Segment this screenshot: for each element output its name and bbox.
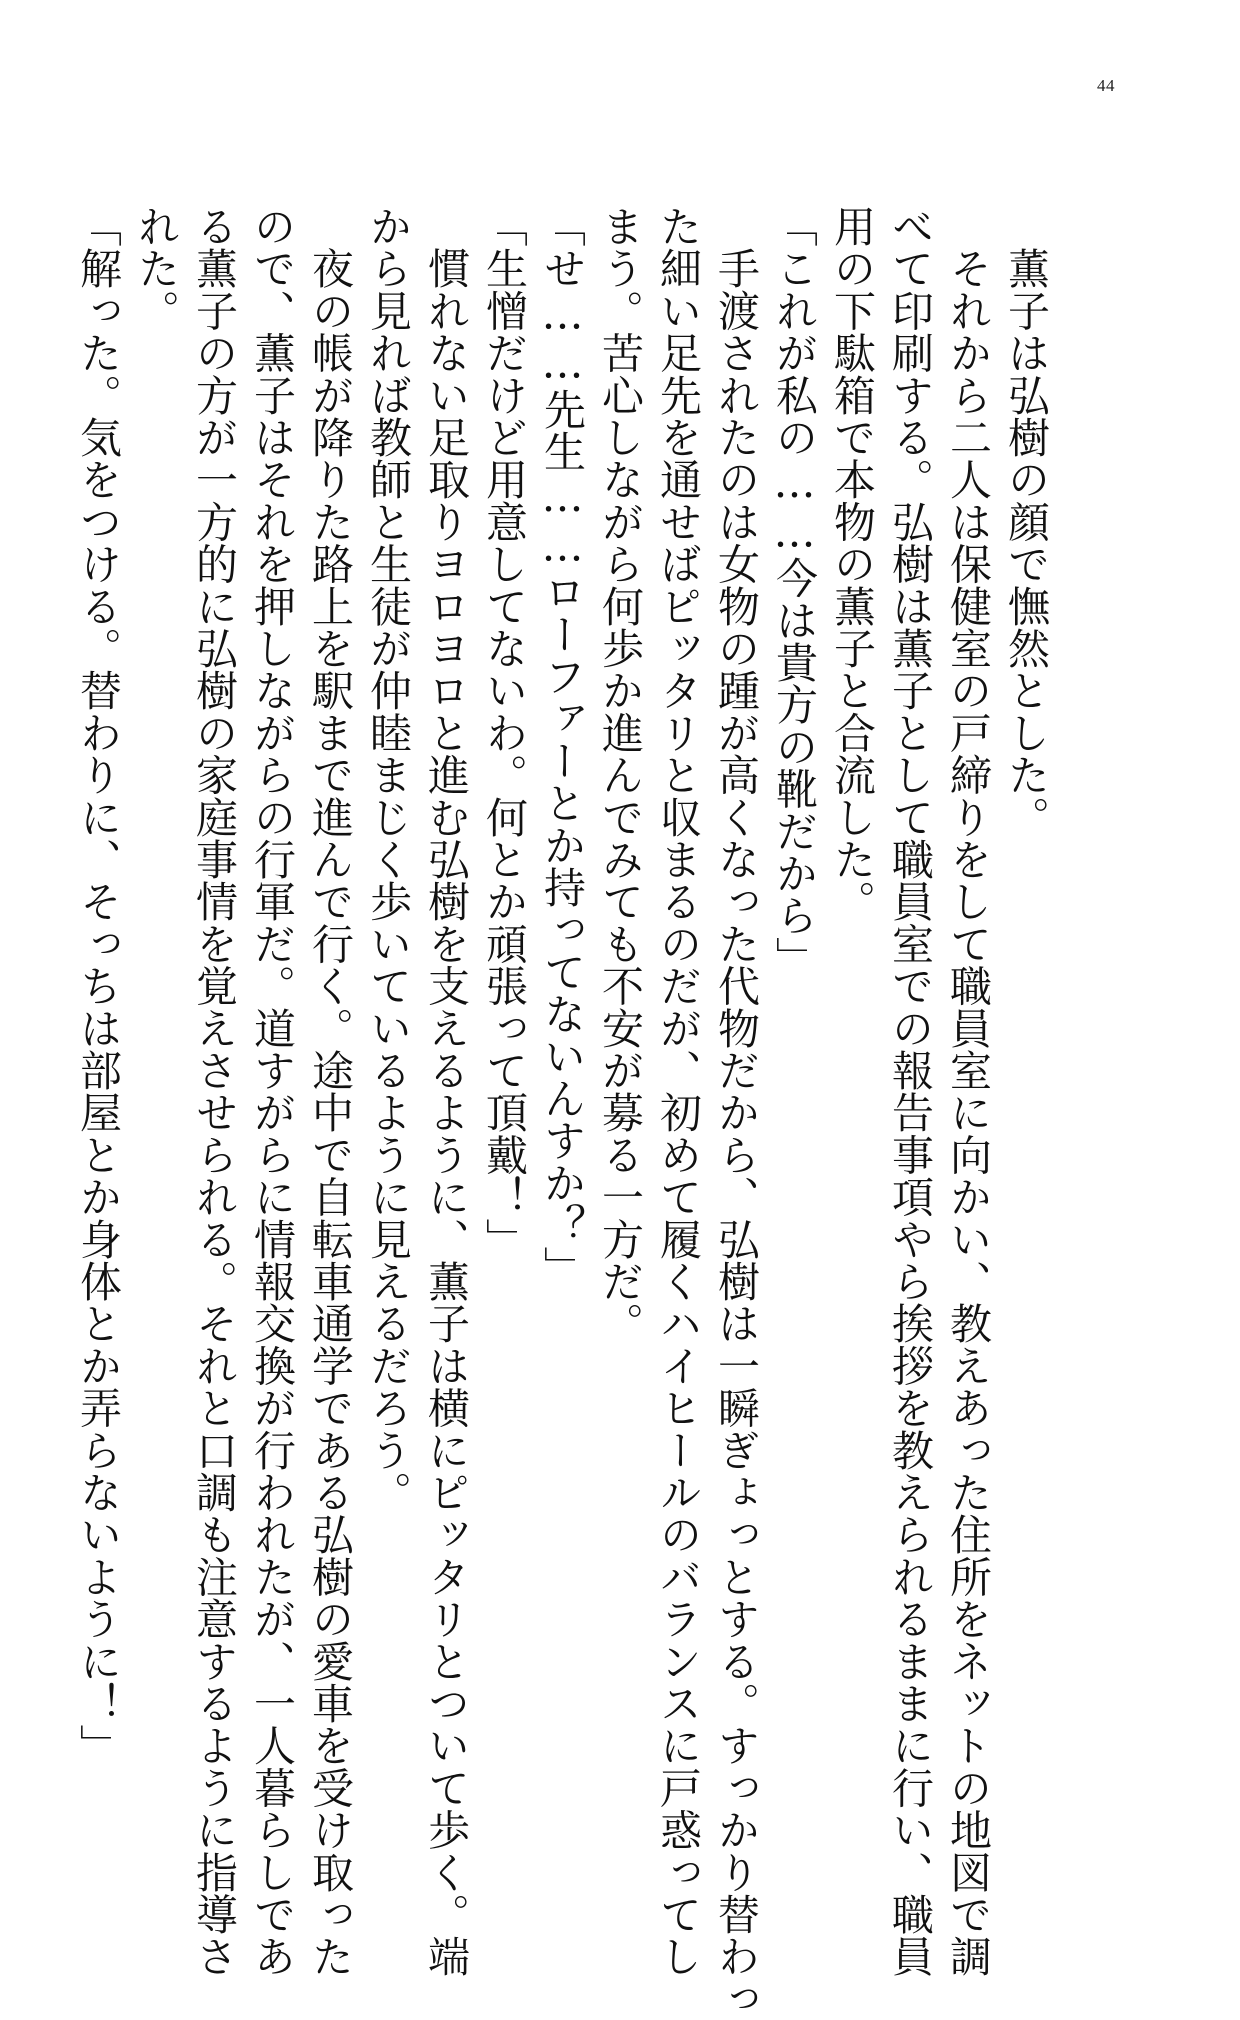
text-line: 薫子は弘樹の顔で憮然とした。 — [1002, 205, 1051, 838]
page-number: 44 — [1097, 76, 1115, 95]
text-line: 「せ……先生……ローファーとか持ってないんすか？」 — [538, 205, 587, 1288]
text-line: 手渡されたのは女物の踵が高くなった代物だから、弘樹は一瞬ぎょっとする。すっかり替わっ — [712, 205, 761, 2020]
text-line: それから二人は保健室の戸締りをして職員室に向かい、教えあった住所をネットの地図で調 — [944, 205, 993, 1978]
text-line: 用の下駄箱で本物の薫子と合流した。 — [828, 205, 877, 923]
text-line: ので、薫子はそれを押しながらの行軍だ。道すがらに情報交換が行われたが、一人暮らしであ — [248, 205, 297, 1978]
text-line: 「解った。気をつける。替わりに、そっちは部屋とか身体とか弄らないように！」 — [74, 205, 123, 1767]
text-line: 「これが私の……今は貴方の靴だから」 — [770, 205, 819, 979]
text-line: まう。苦心しながら何歩か進んでみても不安が募る一方だ。 — [596, 205, 645, 1345]
text-line: る薫子の方が一方的に弘樹の家庭事情を覚えさせられる。それと口調も注意するように指導さ — [190, 205, 239, 1978]
text-line: から見れば教師と生徒が仲睦まじく歩いているように見えるだろう。 — [364, 205, 413, 1514]
text-line: 夜の帳が降りた路上を駅まで進んで行く。途中で自転車通学である弘樹の愛車を受け取った — [306, 205, 355, 1978]
text-line: べて印刷する。弘樹は薫子として職員室での報告事項やら挨拶を教えられるままに行い、職員 — [886, 205, 935, 1978]
text-line: 「生憎だけど用意してないわ。何とか頑張って頂戴！」 — [480, 205, 529, 1260]
vertical-text-body — [74, 205, 1055, 2020]
text-line: た細い足先を通せばピッタリと収まるのだが、初めて履くハイヒールのバランスに戸惑ってし — [654, 205, 703, 1978]
text-line: 慣れない足取りヨロヨロと進む弘樹を支えるように、薫子は横にピッタリとついて歩く。端 — [422, 205, 471, 1978]
text-line: れた。 — [132, 205, 181, 332]
